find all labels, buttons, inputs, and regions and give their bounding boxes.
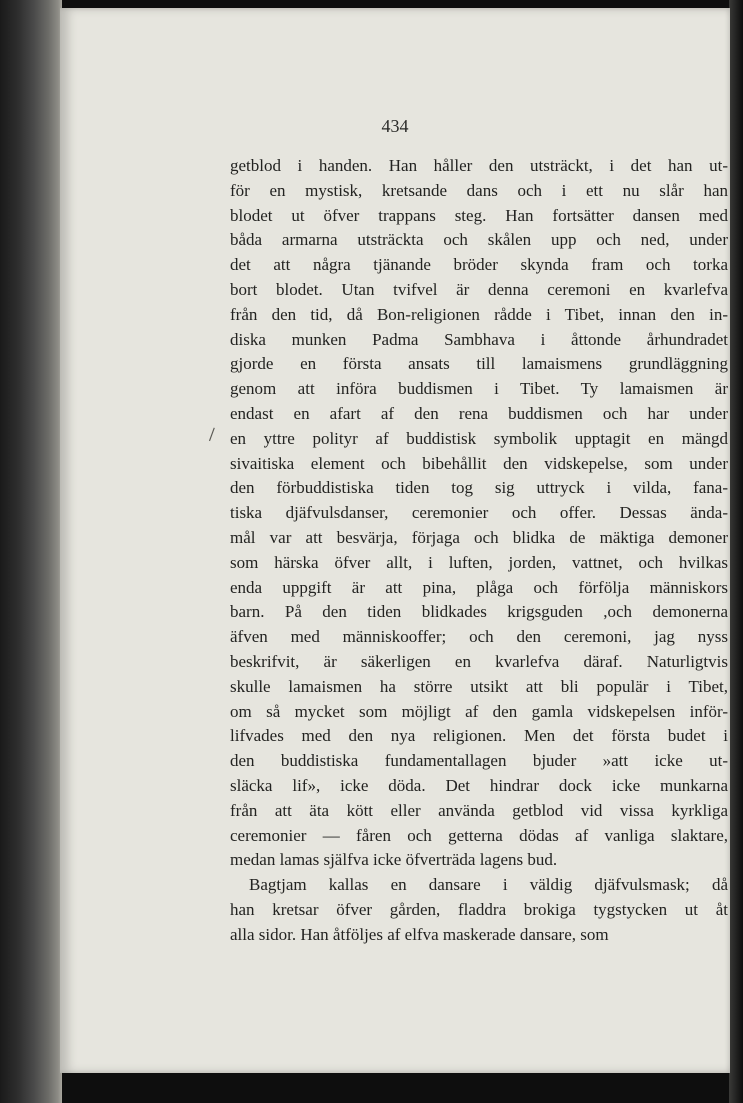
text-line: båda armarna utsträckta och skålen upp och ned, under <box>230 230 728 250</box>
text-line: skulle lamaismen ha större utsikt att bli populär i Tibet, <box>230 676 728 696</box>
book-spine-shadow <box>0 0 62 1103</box>
body-text <box>230 154 728 948</box>
text-line: blodet ut öfver trappans steg. Han fortsätter dansen med <box>230 205 728 225</box>
text-line: han kretsar öfver gården, fladdra brokiga tygstycken ut åt <box>230 899 728 919</box>
text-line: om så mycket som möjligt af den gamla vidskepelsen inför- <box>230 701 728 721</box>
text-line: för en mystisk, kretsande dans och i ett nu slår han <box>230 180 728 200</box>
text-line: gjorde en första ansats till lamaismens grundläggning <box>230 354 728 374</box>
text-line: sivaitiska element och bibehållit den vidskepelse, som under <box>230 453 728 473</box>
text-line: alla sidor. Han åtföljes af elfva maskerade dansare, som <box>230 924 609 944</box>
text-line: enda uppgift är att pina, plåga och förfölja människors <box>230 577 728 597</box>
text-line: getblod i handen. Han håller den utsträckt, i det han ut- <box>230 156 728 175</box>
text-line: endast en afart af den rena buddismen och har under <box>230 403 728 423</box>
text-line: beskrifvit, är säkerligen en kvarlefva däraf. Naturligtvis <box>230 651 728 671</box>
text-line: diska munken Padma Sambhava i åttonde århundradet <box>230 329 728 349</box>
text-line: som härska öfver allt, i luften, jorden, vattnet, och hvilkas <box>230 552 728 572</box>
text-line: medan lamas själfva icke öfverträda lagens bud. <box>230 850 558 870</box>
text-line: den förbuddistiska tiden tog sig uttryck i vilda, fana- <box>230 478 728 498</box>
text-line: mål var att besvärja, förjaga och blidka de mäktiga demoner <box>230 527 728 547</box>
text-line: släcka lif», icke döda. Det hindrar dock icke munkarna <box>230 775 728 795</box>
text-line: Bagtjam kallas en dansare i väldig djäfvulsmask; då <box>249 875 728 895</box>
text-line: från att äta kött eller använda getblod vid vissa kyrkliga <box>230 800 728 820</box>
text-line: en yttre polityr af buddistisk symbolik upptagit en mängd <box>230 428 728 448</box>
text-line: äfven med människooffer; och den ceremoni, jag nyss <box>230 627 728 647</box>
text-line: den buddistiska fundamentallagen bjuder »att icke ut- <box>230 751 728 771</box>
margin-pencil-mark: ❘ <box>203 425 220 444</box>
book-page <box>60 8 730 1073</box>
text-line: lifvades med den nya religionen. Men det första budet i <box>230 726 728 746</box>
text-line: tiska djäfvulsdanser, ceremonier och offer. Dessas ända- <box>230 503 728 523</box>
page-edge-shadow <box>729 0 743 1103</box>
text-line: barn. På den tiden blidkades krigsguden ,och demonerna <box>230 602 728 622</box>
page-number: 434 <box>381 116 409 136</box>
text-line: bort blodet. Utan tvifvel är denna ceremoni en kvarlefva <box>230 279 728 299</box>
text-line: från den tid, då Bon-religionen rådde i Tibet, innan den in- <box>230 304 728 324</box>
text-line: det att några tjänande bröder skynda fram och torka <box>230 255 728 275</box>
text-line: genom att införa buddismen i Tibet. Ty lamaismen är <box>230 379 728 399</box>
text-line: ceremonier — fåren och getterna dödas af vanliga slaktare, <box>230 825 728 845</box>
